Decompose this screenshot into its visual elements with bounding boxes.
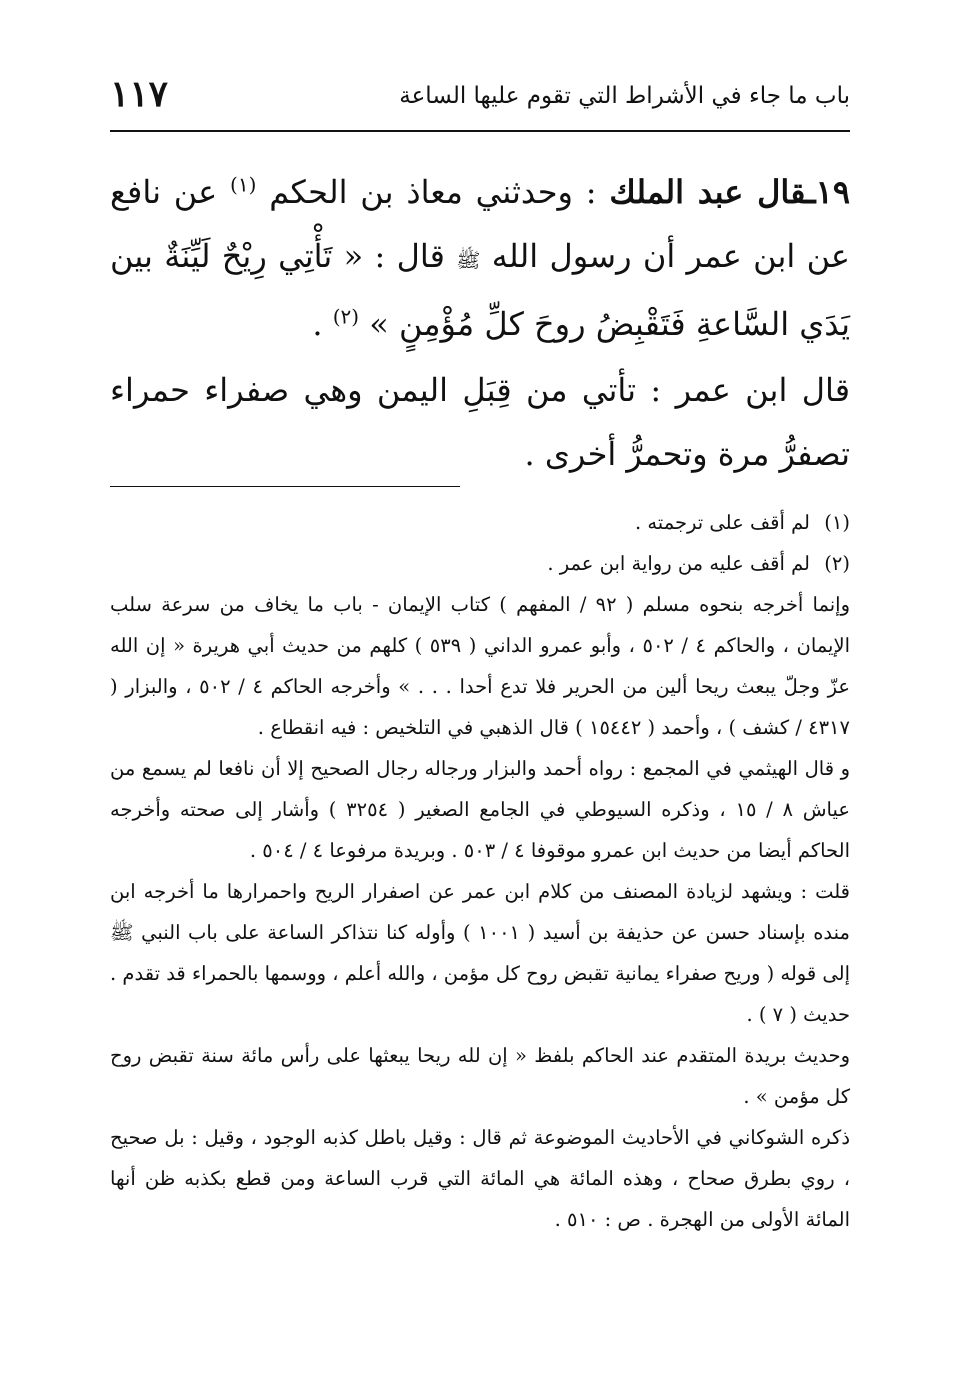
hadith-text-part-4: .	[312, 305, 333, 343]
footnote-1	[110, 502, 850, 543]
hadith-speaker: قال عبد الملك	[609, 173, 807, 211]
footnote-separator	[110, 486, 460, 487]
footnote-paragraph-haythami: و قال الهيثمي في المجمع : رواه أحمد والبزار ورجاله رجال الصحيح إلا أن نافعا لم يسمع من عياش ٨ / ١٥ ، وذكره السيوطي في الجامع الصغير ( ٣٢٥٤ ) وأشار إلى صحته وأخرجه الحاكم أيضا من حديث ابن عمرو موقوفا ٤ / ٥٠٣ . وبريدة مرفوعا ٤ / ٥٠٤ .	[110, 757, 851, 862]
hadith-paragraph	[110, 160, 850, 356]
hadith-text-part-3: قال : « تَأْتِي رِيْحٌ لَيِّنَةٌ بين يَدَي السَّاعةِ فَتَقْبِضُ روحَ كلِّ مُؤْمِنٍ »	[110, 237, 850, 343]
footnote-paragraph-buraydah: وحديث بريدة المتقدم عند الحاكم بلفظ « إن لله ريحا يبعثها على رأس مائة سنة تقبض روح كل مؤمن » .	[110, 1044, 850, 1108]
running-title: باب ما جاء في الأشراط التي تقوم عليها الساعة	[399, 83, 850, 109]
footnote-ref-1: (١)	[230, 172, 257, 197]
footnote-paragraph-qultu: قلت : ويشهد لزيادة المصنف من كلام ابن عمر عن اصفرار الريح واحمرارها ما أخرجه ابن منده بإسناد حسن عن حذيفة بن أسيد ( ١٠٠١ ) وأوله كنا نتذاكر الساعة على باب النبي ﷺ إلى قوله ( وريح صفراء يمانية تقبض روح كل مؤمن ، والله أعلم ، ووسمها بالحمراء قد تقدم . حديث ( ٧ ) .	[110, 880, 850, 1026]
footnote-2	[110, 543, 850, 584]
main-text	[110, 160, 850, 486]
footnotes	[110, 502, 850, 1240]
footnote-ref-2: (٢)	[332, 304, 360, 329]
footnote-text: لم أقف عليه من رواية ابن عمر .	[547, 552, 810, 575]
hadith-text-part-1: : وحدثني معاذ بن الحكم	[269, 173, 610, 211]
footnote-text: لم أقف على ترجمته .	[634, 511, 810, 534]
hadith-number: ١٩ـ	[806, 173, 851, 211]
ibn-umar-paragraph: قال ابن عمر : تأتي من قِبَلِ اليمن وهي صفراء حمراء تصفرُّ مرة وتحمرُّ أخرى .	[110, 371, 850, 473]
footnote-marker: (٢)	[824, 552, 850, 575]
footnote-paragraph-takhrij: وإنما أخرجه بنحوه مسلم ( ٩٢ / المفهم ) كتاب الإيمان - باب ما يخاف من سرعة سلب الإيمان ، والحاكم ٤ / ٥٠٢ ، وأبو عمرو الداني ( ٥٣٩ ) كلهم من حديث أبي هريرة « إن الله عزّ وجلّ يبعث ريحا ألين من الحرير فلا تدع أحدا . . . » وأخرجه الحاكم ٤ / ٥٠٢ ، والبزار ( ٤٣١٧ / كشف ) ، وأحمد ( ١٥٤٤٢ ) قال الذهبي في التلخيص : فيه انقطاع .	[110, 593, 851, 739]
page-number: ١١٧	[110, 73, 169, 115]
footnote-marker: (١)	[824, 511, 850, 534]
hadith-text-part-2: عن نافع عن ابن عمر أن رسول الله	[110, 173, 851, 275]
footnote-paragraph-shawkani: ذكره الشوكاني في الأحاديث الموضوعة ثم قال : وقيل باطل كذبه الوجود ، وقيل : بل صحيح ، روي بطرق صحاح ، وهذه المائة هي المائة التي قرب الساعة ومن قطع بكذبه ظن أنها المائة الأولى من الهجرة . ص : ٥١٠ .	[110, 1126, 850, 1231]
page-header	[110, 73, 850, 132]
salla-ligature: ﷺ	[456, 248, 481, 272]
